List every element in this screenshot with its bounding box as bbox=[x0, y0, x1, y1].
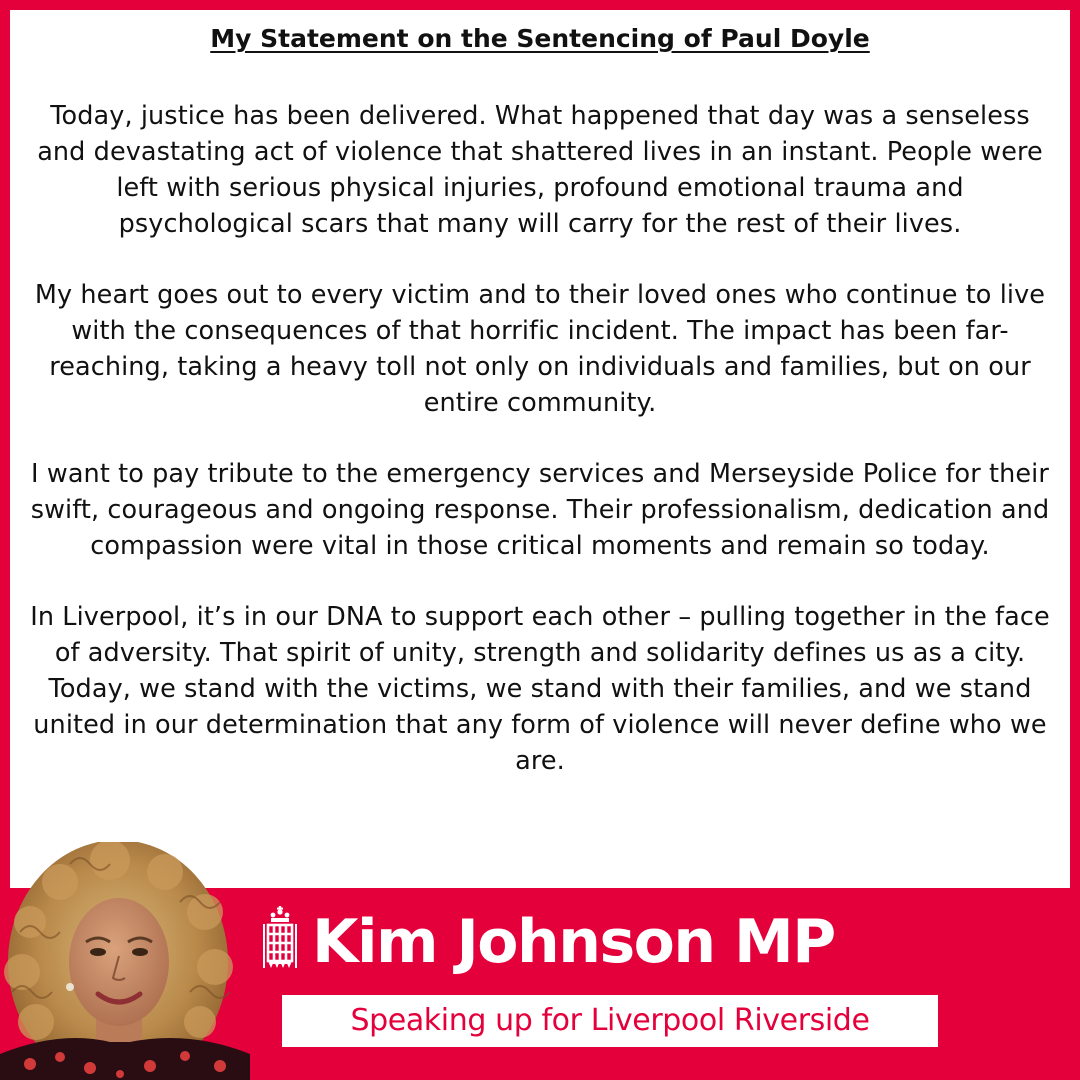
statement-paragraph-4: In Liverpool, it’s in our DNA to support each other – pulling together in the face of adversity. That spirit of unity, strength and solidarity defines us as a city. Today, we stand with the victims, we stand with their families, and we stand united in our determination that any form of violence will never define who we are. bbox=[30, 602, 1050, 776]
statement-paragraph-1: Today, justice has been delivered. What happened that day was a senseless and devastating act of violence that shattered lives in an instant. People were left with serious physical injuries, profound emotional trauma and psychological scars that many will carry for the rest of their lives. bbox=[37, 101, 1043, 239]
statement-title: My Statement on the Sentencing of Paul Doyle bbox=[210, 24, 870, 53]
statement-card bbox=[10, 10, 1070, 888]
portcullis-icon bbox=[262, 906, 298, 972]
tagline: Speaking up for Liverpool Riverside bbox=[350, 1003, 870, 1038]
mp-portrait bbox=[0, 842, 250, 1080]
statement-paragraph-2: My heart goes out to every victim and to their loved ones who continue to live with the consequences of that horrific incident. The impact has been far-reaching, taking a heavy toll not only on individuals and families, but on our entire community. bbox=[34, 280, 1046, 418]
mp-name: Kim Johnson MP bbox=[312, 907, 835, 977]
statement-paragraph-3: I want to pay tribute to the emergency services and Merseyside Police for their swift, courageous and ongoing response. Their professionalism, dedication and compassion were vital in those critical moments and remain so today. bbox=[30, 459, 1050, 561]
tagline-box bbox=[282, 995, 938, 1047]
